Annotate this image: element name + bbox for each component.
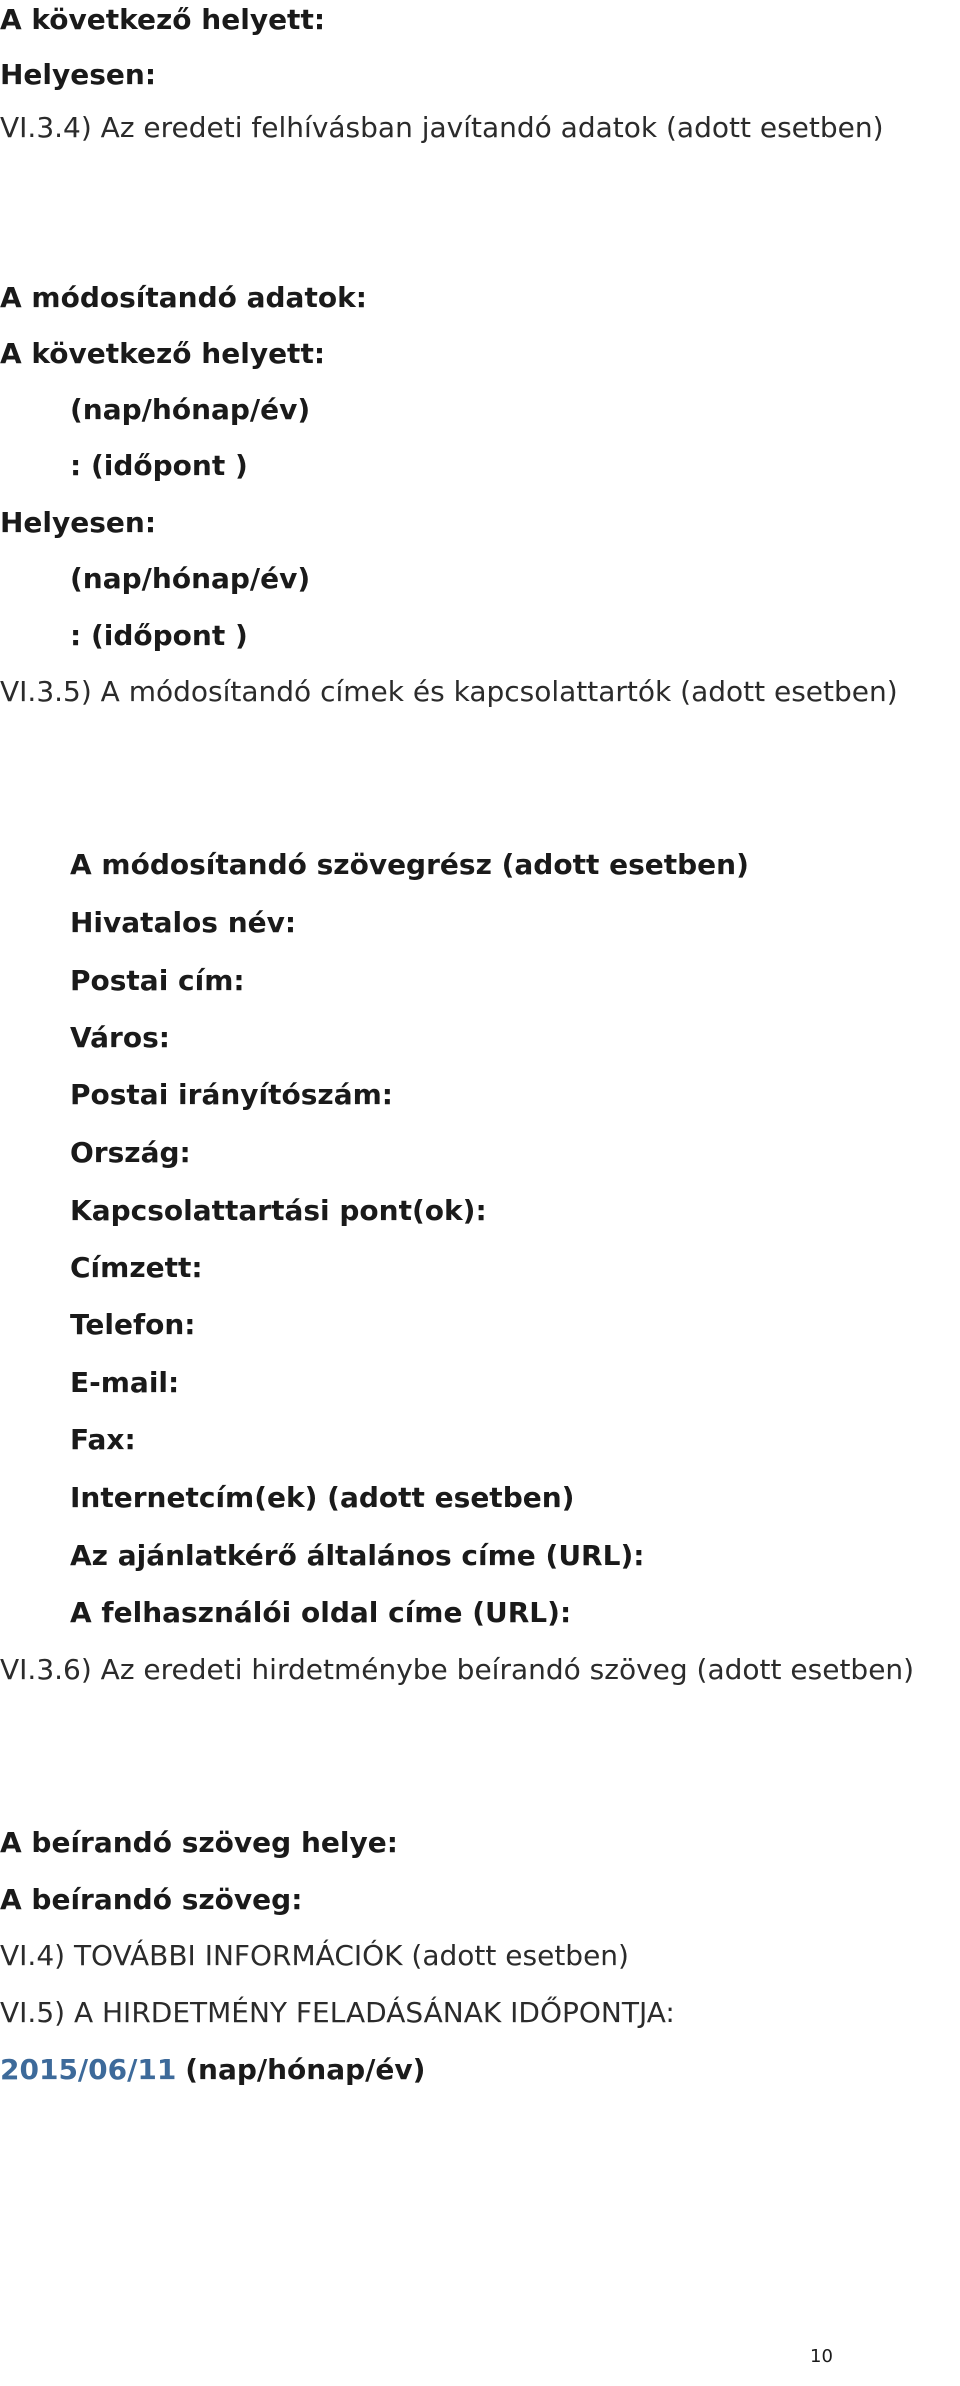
field-postal-address: Postai cím: <box>70 964 245 997</box>
field-postal-code: Postai irányítószám: <box>70 1078 393 1111</box>
field-general-url: Az ajánlatkérő általános címe (URL): <box>70 1539 645 1572</box>
section-vi34-heading: VI.3.4) Az eredeti felhívásban javítandó adatok (adott esetben) <box>0 111 884 144</box>
field-country: Ország: <box>70 1136 191 1169</box>
field-addressee: Címzett: <box>70 1251 203 1284</box>
date-format-label-2: (nap/hónap/év) <box>70 562 311 595</box>
dispatch-date-line <box>0 2052 425 2088</box>
page-number: 10 <box>810 2346 833 2367</box>
data-to-modify-label: A módosítandó adatok: <box>0 281 367 314</box>
section-vi35-heading: VI.3.5) A módosítandó címek és kapcsolattartók (adott esetben) <box>0 675 898 708</box>
section-vi36-heading: VI.3.6) Az eredeti hirdetménybe beírandó szöveg (adott esetben) <box>0 1653 915 1686</box>
instead-of-label: A következő helyett: <box>0 3 326 36</box>
correctly-label: Helyesen: <box>0 58 157 91</box>
field-fax: Fax: <box>70 1423 136 1456</box>
dispatch-date-value: 2015/06/11 <box>0 2053 177 2086</box>
correctly-label-2: Helyesen: <box>0 506 157 539</box>
field-city: Város: <box>70 1021 170 1054</box>
section-vi5-heading: VI.5) A HIRDETMÉNY FELADÁSÁNAK IDŐPONTJA: <box>0 1996 675 2029</box>
dispatch-date-format: (nap/hónap/év) <box>185 2053 426 2086</box>
field-phone: Telefon: <box>70 1308 196 1341</box>
field-contact-points: Kapcsolattartási pont(ok): <box>70 1194 487 1227</box>
section-vi4-heading: VI.4) TOVÁBBI INFORMÁCIÓK (adott esetben) <box>0 1939 629 1972</box>
field-email: E-mail: <box>70 1366 180 1399</box>
instead-of-label-2: A következő helyett: <box>0 337 326 370</box>
field-internet-addresses: Internetcím(ek) (adott esetben) <box>70 1481 575 1514</box>
text-to-insert-label: A beírandó szöveg: <box>0 1883 303 1916</box>
text-location-label: A beírandó szöveg helye: <box>0 1826 398 1859</box>
field-official-name: Hivatalos név: <box>70 906 297 939</box>
field-modified-text: A módosítandó szövegrész (adott esetben) <box>70 848 749 881</box>
date-format-label: (nap/hónap/év) <box>70 393 311 426</box>
time-format-label: : (időpont ) <box>70 449 248 482</box>
field-buyer-profile-url: A felhasználói oldal címe (URL): <box>70 1596 572 1629</box>
time-format-label-2: : (időpont ) <box>70 619 248 652</box>
